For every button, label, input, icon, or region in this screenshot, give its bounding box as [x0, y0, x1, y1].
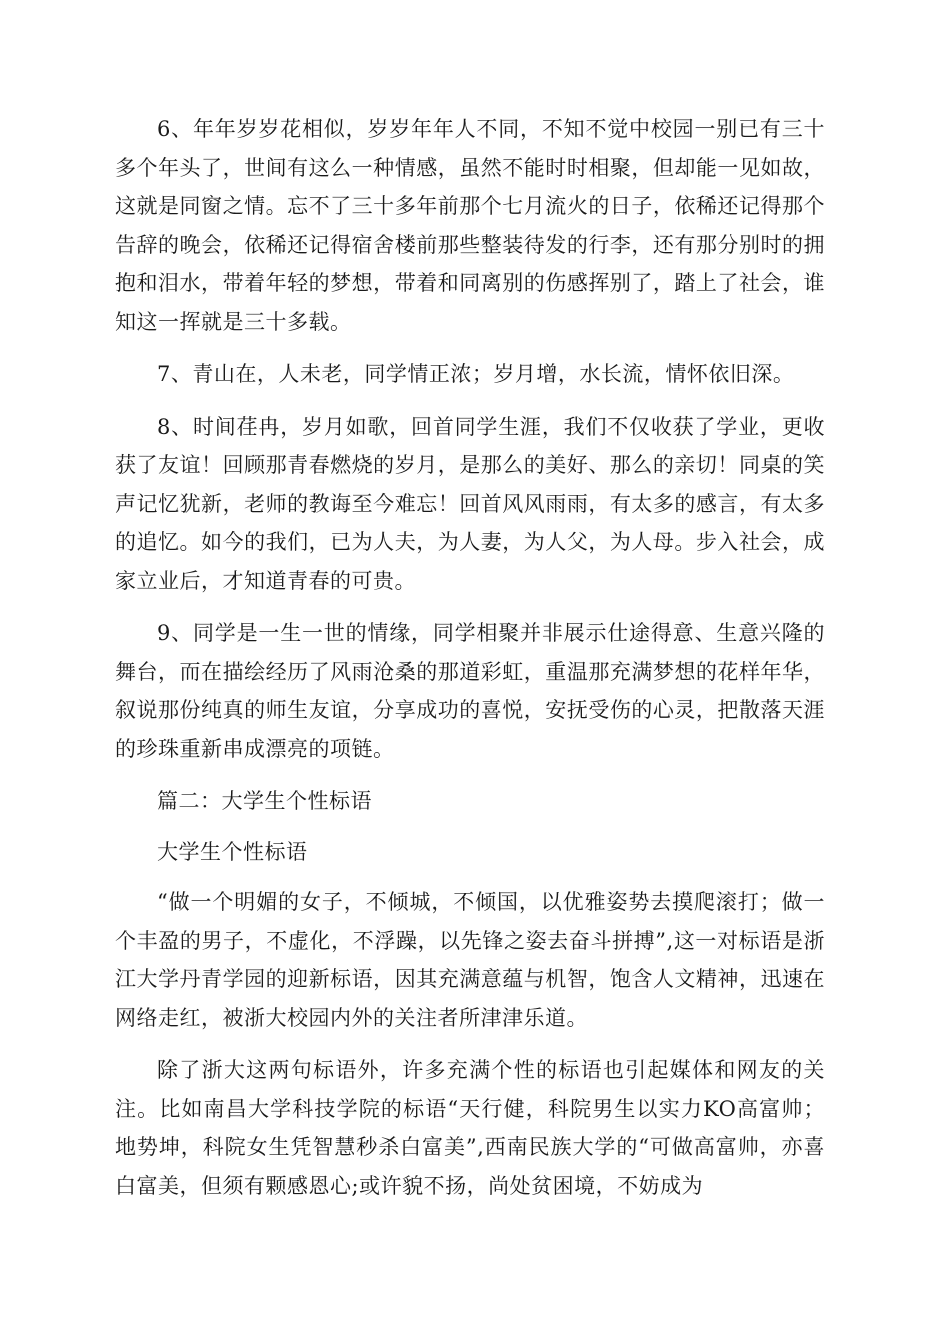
- section-heading: 篇二：大学生个性标语: [157, 789, 372, 813]
- paragraph-9: 9、同学是一生一世的情缘，同学相聚并非展示仕途得意、生意兴隆的舞台，而在描绘经历了风雨沧桑的那道彩虹，重温那充满梦想的花样年华，叙说那份纯真的师生友谊，分享成功的喜悦，安抚受伤的心灵，把散落天涯的珍珠重新串成漂亮的项链。: [115, 621, 825, 761]
- paragraph-zju-slogan: “做一个明媚的女子，不倾城，不倾国，以优雅姿势去摸爬滚打；做一个丰盈的男子，不虚化，不浮躁，以先锋之姿去奋斗拼搏”,这一对标语是浙江大学丹青学园的迎新标语，因其充满意蕴与机智，饱含人文精神，迅速在网络走红，被浙大校园内外的关注者所津津乐道。: [115, 890, 825, 1030]
- paragraph-other-slogans: 除了浙大这两句标语外，许多充满个性的标语也引起媒体和网友的关注。比如南昌大学科技学院的标语“天行健，科院男生以实力KO高富帅；地势坤，科院女生凭智慧秒杀白富美”,西南民族大学的“可做高富帅，亦喜白富美，但须有颗感恩心;或许貌不扬，尚处贫困境，不妨成为: [115, 1058, 825, 1198]
- paragraph-7: 7、青山在，人未老，同学情正浓；岁月增，水长流，情怀依旧深。: [157, 362, 795, 386]
- paragraph-8: 8、时间荏冉，岁月如歌，回首同学生涯，我们不仅收获了学业，更收获了友谊！回顾那青春燃烧的岁月，是那么的美好、那么的亲切！同桌的笑声记忆犹新，老师的教诲至今难忘！回首风风雨雨，有太多的感言，有太多的追忆。如今的我们，已为人夫，为人妻，为人父，为人母。步入社会，成家立业后，才知道青春的可贵。: [115, 414, 825, 593]
- paragraph-6: 6、年年岁岁花相似，岁岁年年人不同，不知不觉中校园一别已有三十多个年头了，世间有这么一种情感，虽然不能时时相聚，但却能一见如故，这就是同窗之情。忘不了三十多年前那个七月流火的日子，依稀还记得那个告辞的晚会，依稀还记得宿舍楼前那些整装待发的行李，还有那分别时的拥抱和泪水，带着年轻的梦想，带着和同离别的伤感挥别了，踏上了社会，谁知这一挥就是三十多载。: [115, 117, 825, 334]
- section-title: 大学生个性标语: [157, 839, 308, 864]
